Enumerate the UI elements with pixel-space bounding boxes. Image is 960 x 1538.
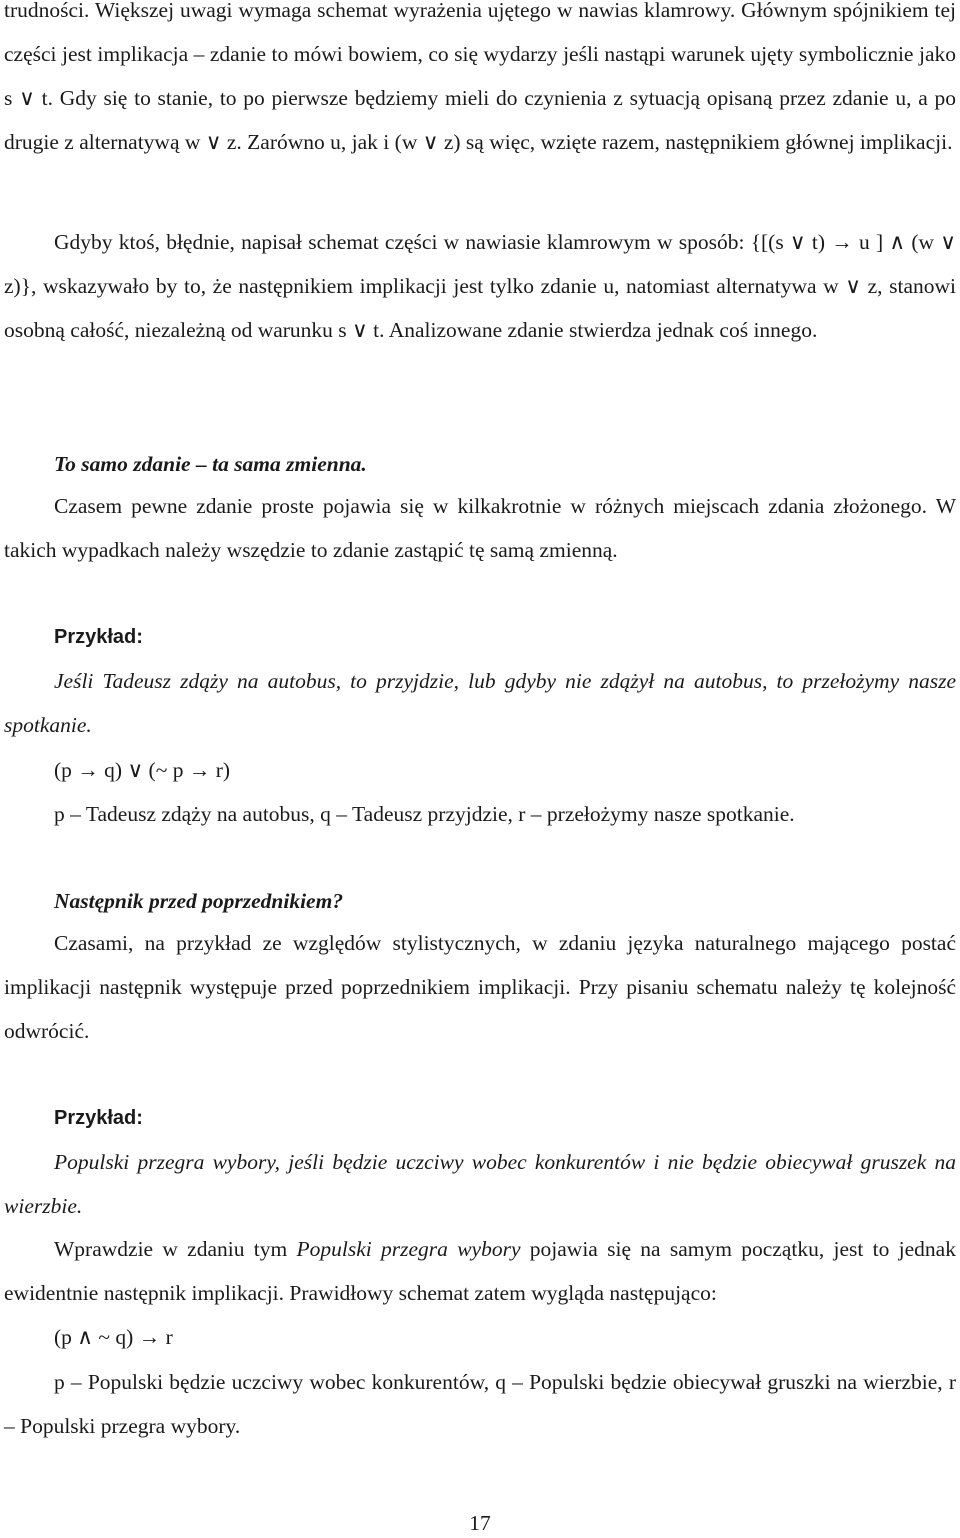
example-sentence-1: Jeśli Tadeusz zdąży na autobus, to przyjdzie, lub gdyby nie zdążył na autobus, to przełożymy nasze spotkanie. [4,669,956,737]
example-label-1: Przykład: [54,626,143,648]
section-heading-consequent-first: Następnik przed poprzednikiem? [54,889,344,913]
example-sentence-2: Populski przegra wybory, jeśli będzie uczciwy wobec konkurentów i nie będzie obiecywał gruszek na wierzbie. [4,1150,956,1218]
section-body-same-variable: Czasem pewne zdanie proste pojawia się w kilkakrotnie w różnych miejscach zdania złożonego. W takich wypadkach należy wszędzie to zdanie zastąpić tę samą zmienną. [4,494,956,562]
legend-2: p – Populski będzie uczciwy wobec konkurentów, q – Populski będzie obiecywał gruszki na wierzbie, r – Populski przegra wybory. [4,1370,956,1438]
explanation-italic-phrase: Populski przegra wybory [296,1237,521,1261]
paragraph-wrong-schema: Gdyby ktoś, błędnie, napisał schemat części w nawiasie klamrowym w sposób: {[(s ∨ t) → u ] ∧ (w ∨ z)}, wskazywało by to, że następnikiem implikacji jest tylko zdanie u, natomiast alternatywa w ∨ z, stanowi osobną całość, niezależną od warunku s ∨ t. Analizowane zdanie stwierdza jednak coś innego. [4,230,956,342]
explanation-before: Wprawdzie w zdaniu tym [54,1237,297,1261]
formula-2: (p ∧ ~ q) → r [54,1325,173,1349]
example-label-2: Przykład: [54,1107,143,1129]
formula-1: (p → q) ∨ (~ p → r) [54,758,231,782]
explanation-after: pojawia się na samym początku, jest to jednak ewidentnie następnik implikacji. Prawidłowy schemat zatem wygląda następująco: [4,1237,956,1305]
paragraph-continuation: trudności. Większej uwagi wymaga schemat wyrażenia ujętego w nawias klamrowy. Głównym spójnikiem tej części jest implikacja – zdanie to mówi bowiem, co się wydarzy jeśli nastąpi warunek ujęty symbolicznie jako s ∨ t. Gdy się to stanie, to po pierwsze będziemy mieli do czynienia z sytuacją opisaną przez zdanie u, a po drugie z alternatywą w ∨ z. Zarówno u, jak i (w ∨ z) są więc, wzięte razem, następnikiem głównej implikacji. [4,0,956,154]
page-number: 17 [469,1511,491,1535]
section-heading-same-variable: To samo zdanie – ta sama zmienna. [54,452,367,476]
section-body-consequent-first: Czasami, na przykład ze względów stylistycznych, w zdaniu języka naturalnego mającego postać implikacji następnik występuje przed poprzednikiem implikacji. Przy pisaniu schematu należy tę kolejność odwrócić. [4,931,956,1043]
explanation-paragraph [4,1227,956,1315]
legend-1: p – Tadeusz zdąży na autobus, q – Tadeusz przyjdzie, r – przełożymy nasze spotkanie. [54,802,795,826]
